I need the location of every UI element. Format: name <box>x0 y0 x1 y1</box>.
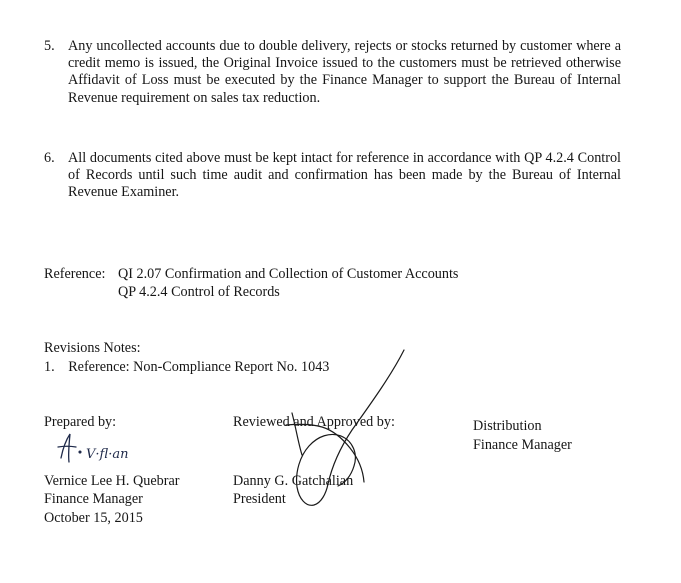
distribution-label: Distribution <box>473 418 542 434</box>
clause-6 <box>44 150 621 202</box>
reference-line: QP 4.2.4 Control of Records <box>118 284 280 300</box>
reviewed-title: President <box>233 491 286 507</box>
clause-number: 5. <box>44 38 55 54</box>
revision-item <box>44 359 329 376</box>
revision-number: 1. <box>44 359 55 375</box>
clause-number: 6. <box>44 150 55 166</box>
revisions-heading: Revisions Notes: <box>44 340 141 356</box>
reference-line: QI 2.07 Confirmation and Collection of Customer Accounts <box>118 266 459 282</box>
reviewed-name: Danny G. Gatchalian <box>233 473 354 489</box>
revision-text: Reference: Non-Compliance Report No. 1043 <box>68 359 330 375</box>
prepared-date: October 15, 2015 <box>44 510 143 526</box>
prepared-label: Prepared by: <box>44 414 117 430</box>
reference-label: Reference: <box>44 266 106 282</box>
reviewed-label: Reviewed and Approved by: <box>233 414 395 430</box>
distribution-recipient: Finance Manager <box>473 437 572 453</box>
prepared-title: Finance Manager <box>44 491 143 507</box>
clause-text: All documents cited above must be kept intact for reference in accordance with QP 4.2.4 Control of Records until such time audit and confirmation has been made by the Bureau of Internal Revenue Examiner. <box>68 150 621 201</box>
clause-5 <box>44 38 621 107</box>
prepared-initials-signature <box>58 434 128 462</box>
clause-text: Any uncollected accounts due to double delivery, rejects or stocks returned by customer where a credit memo is issued, the Original Invoice issued to the customers must be retrieved otherwise Affidavit of Loss must be executed by the Finance Manager to support the Bureau of Internal Revenue requirement on sales tax reduction. <box>68 38 621 106</box>
prepared-name: Vernice Lee H. Quebrar <box>44 473 180 489</box>
handwritten-initials-text: V·fl·an <box>86 447 129 462</box>
